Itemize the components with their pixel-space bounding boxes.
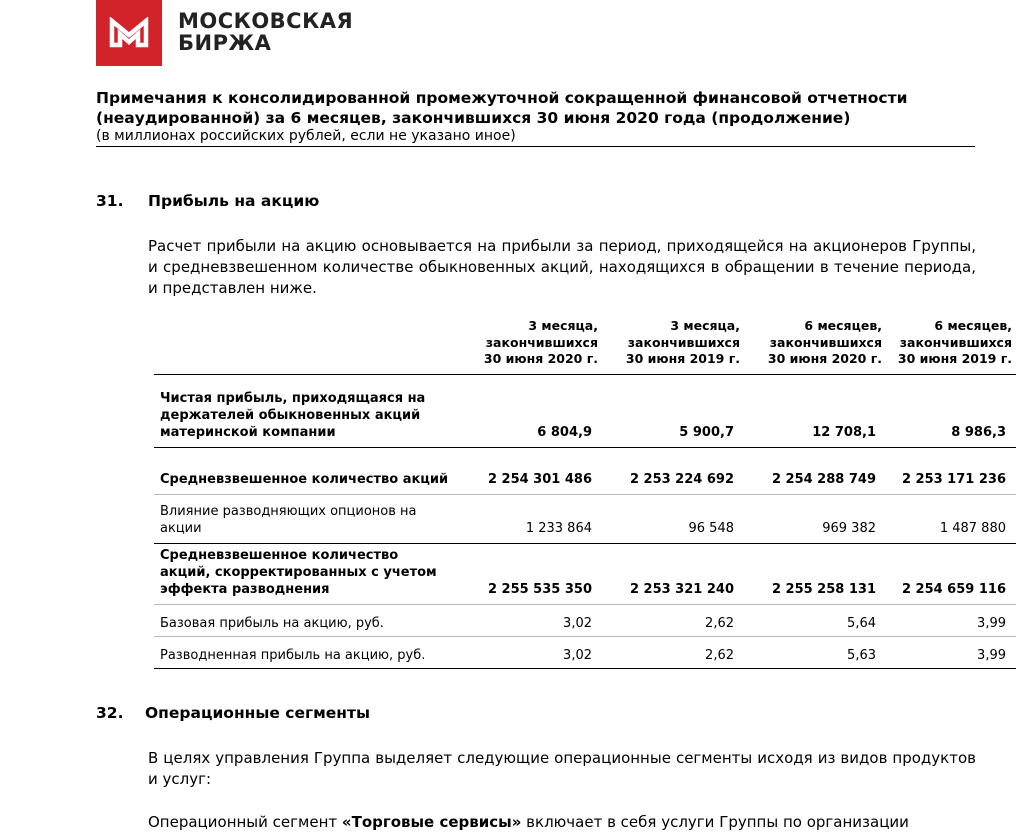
row-label: Чистая прибыль, приходящаяся на держателей обыкновенных акций материнской компании: [154, 374, 460, 447]
table-row: [154, 604, 1016, 636]
row-label: Влияние разводняющих опционов на акции: [154, 494, 460, 543]
logo-line1: МОСКОВСКАЯ: [178, 9, 354, 33]
table-row: [154, 636, 1016, 668]
cell-value: 5 900,7: [602, 374, 744, 447]
column-header: 3 месяца, закончившихся 30 июня 2019 г.: [602, 318, 744, 374]
cell-value: 2 253 321 240: [602, 543, 744, 604]
cell-value: 2,62: [602, 636, 744, 668]
cell-value: 2 254 288 749: [744, 447, 886, 494]
cell-value: 2 254 659 116: [886, 543, 1016, 604]
cell-value: 1 233 864: [460, 494, 602, 543]
cell-value: 3,02: [460, 604, 602, 636]
report-header: [96, 88, 975, 147]
cell-value: 6 804,9: [460, 374, 602, 447]
table-row: [154, 543, 1016, 604]
para2-end: включает в себя услуги Группы по организации: [521, 813, 909, 831]
column-header: 6 месяцев, закончившихся 30 июня 2020 г.: [744, 318, 886, 374]
section-31-title: Прибыль на акцию: [148, 192, 320, 210]
cell-value: 3,99: [886, 604, 1016, 636]
cell-value: 1 487 880: [886, 494, 1016, 543]
section-32-paragraph: В целях управления Группа выделяет следующие операционные сегменты исходя из видов продуктов и услуг:: [148, 749, 976, 788]
cell-value: 2 254 301 486: [460, 447, 602, 494]
report-subtitle: (в миллионах российских рублей, если не указано иное): [96, 128, 516, 144]
cell-value: 3,02: [460, 636, 602, 668]
para2-bold-term: «Торговые сервисы»: [341, 813, 522, 831]
logo-text: [178, 10, 353, 54]
table-header-row: [154, 318, 1016, 374]
section-32-title: Операционные сегменты: [145, 704, 370, 722]
cell-value: 96 548: [602, 494, 744, 543]
report-title: Примечания к консолидированной промежуточной сокращенной финансовой отчетности (неаудированной) за 6 месяцев, закончившихся 30 июня 2020 года (продолжение): [96, 89, 908, 127]
section-31-number: 31.: [96, 192, 124, 210]
table-row: [154, 447, 1016, 494]
row-label: Средневзвешенное количество акций: [154, 447, 460, 494]
cell-value: 3,99: [886, 636, 1016, 668]
column-header: 6 месяцев, закончившихся 30 июня 2019 г.: [886, 318, 1016, 374]
table-row: [154, 374, 1016, 447]
column-header: 3 месяца, закончившихся 30 июня 2020 г.: [460, 318, 602, 374]
cell-value: 969 382: [744, 494, 886, 543]
cell-value: 5,63: [744, 636, 886, 668]
logo-mark-icon: [96, 0, 162, 66]
cell-value: 12 708,1: [744, 374, 886, 447]
cell-value: 2 255 535 350: [460, 543, 602, 604]
table-row: [154, 494, 1016, 543]
cell-value: 2 253 171 236: [886, 447, 1016, 494]
cell-value: 2 255 258 131: [744, 543, 886, 604]
cell-value: 2,62: [602, 604, 744, 636]
row-label: Средневзвешенное количество акций, скорректированных с учетом эффекта разводнения: [154, 543, 460, 604]
header-blank: [154, 318, 460, 374]
row-label: Разводненная прибыль на акцию, руб.: [154, 636, 460, 668]
cell-value: 8 986,3: [886, 374, 1016, 447]
section-31-paragraph: Расчет прибыли на акцию основывается на прибыли за период, приходящейся на акционеров Группы, и средневзвешенном количестве обыкновенных акций, находящихся в обращении в течение периода, и представлен ниже.: [148, 237, 976, 297]
logo: [96, 0, 353, 66]
logo-line2: БИРЖА: [178, 31, 272, 55]
row-label: Базовая прибыль на акцию, руб.: [154, 604, 460, 636]
cell-value: 5,64: [744, 604, 886, 636]
para2-start: Операционный сегмент: [148, 813, 342, 831]
cell-value: 2 253 224 692: [602, 447, 744, 494]
eps-table: [154, 318, 1016, 669]
section-32-number: 32.: [96, 704, 124, 722]
